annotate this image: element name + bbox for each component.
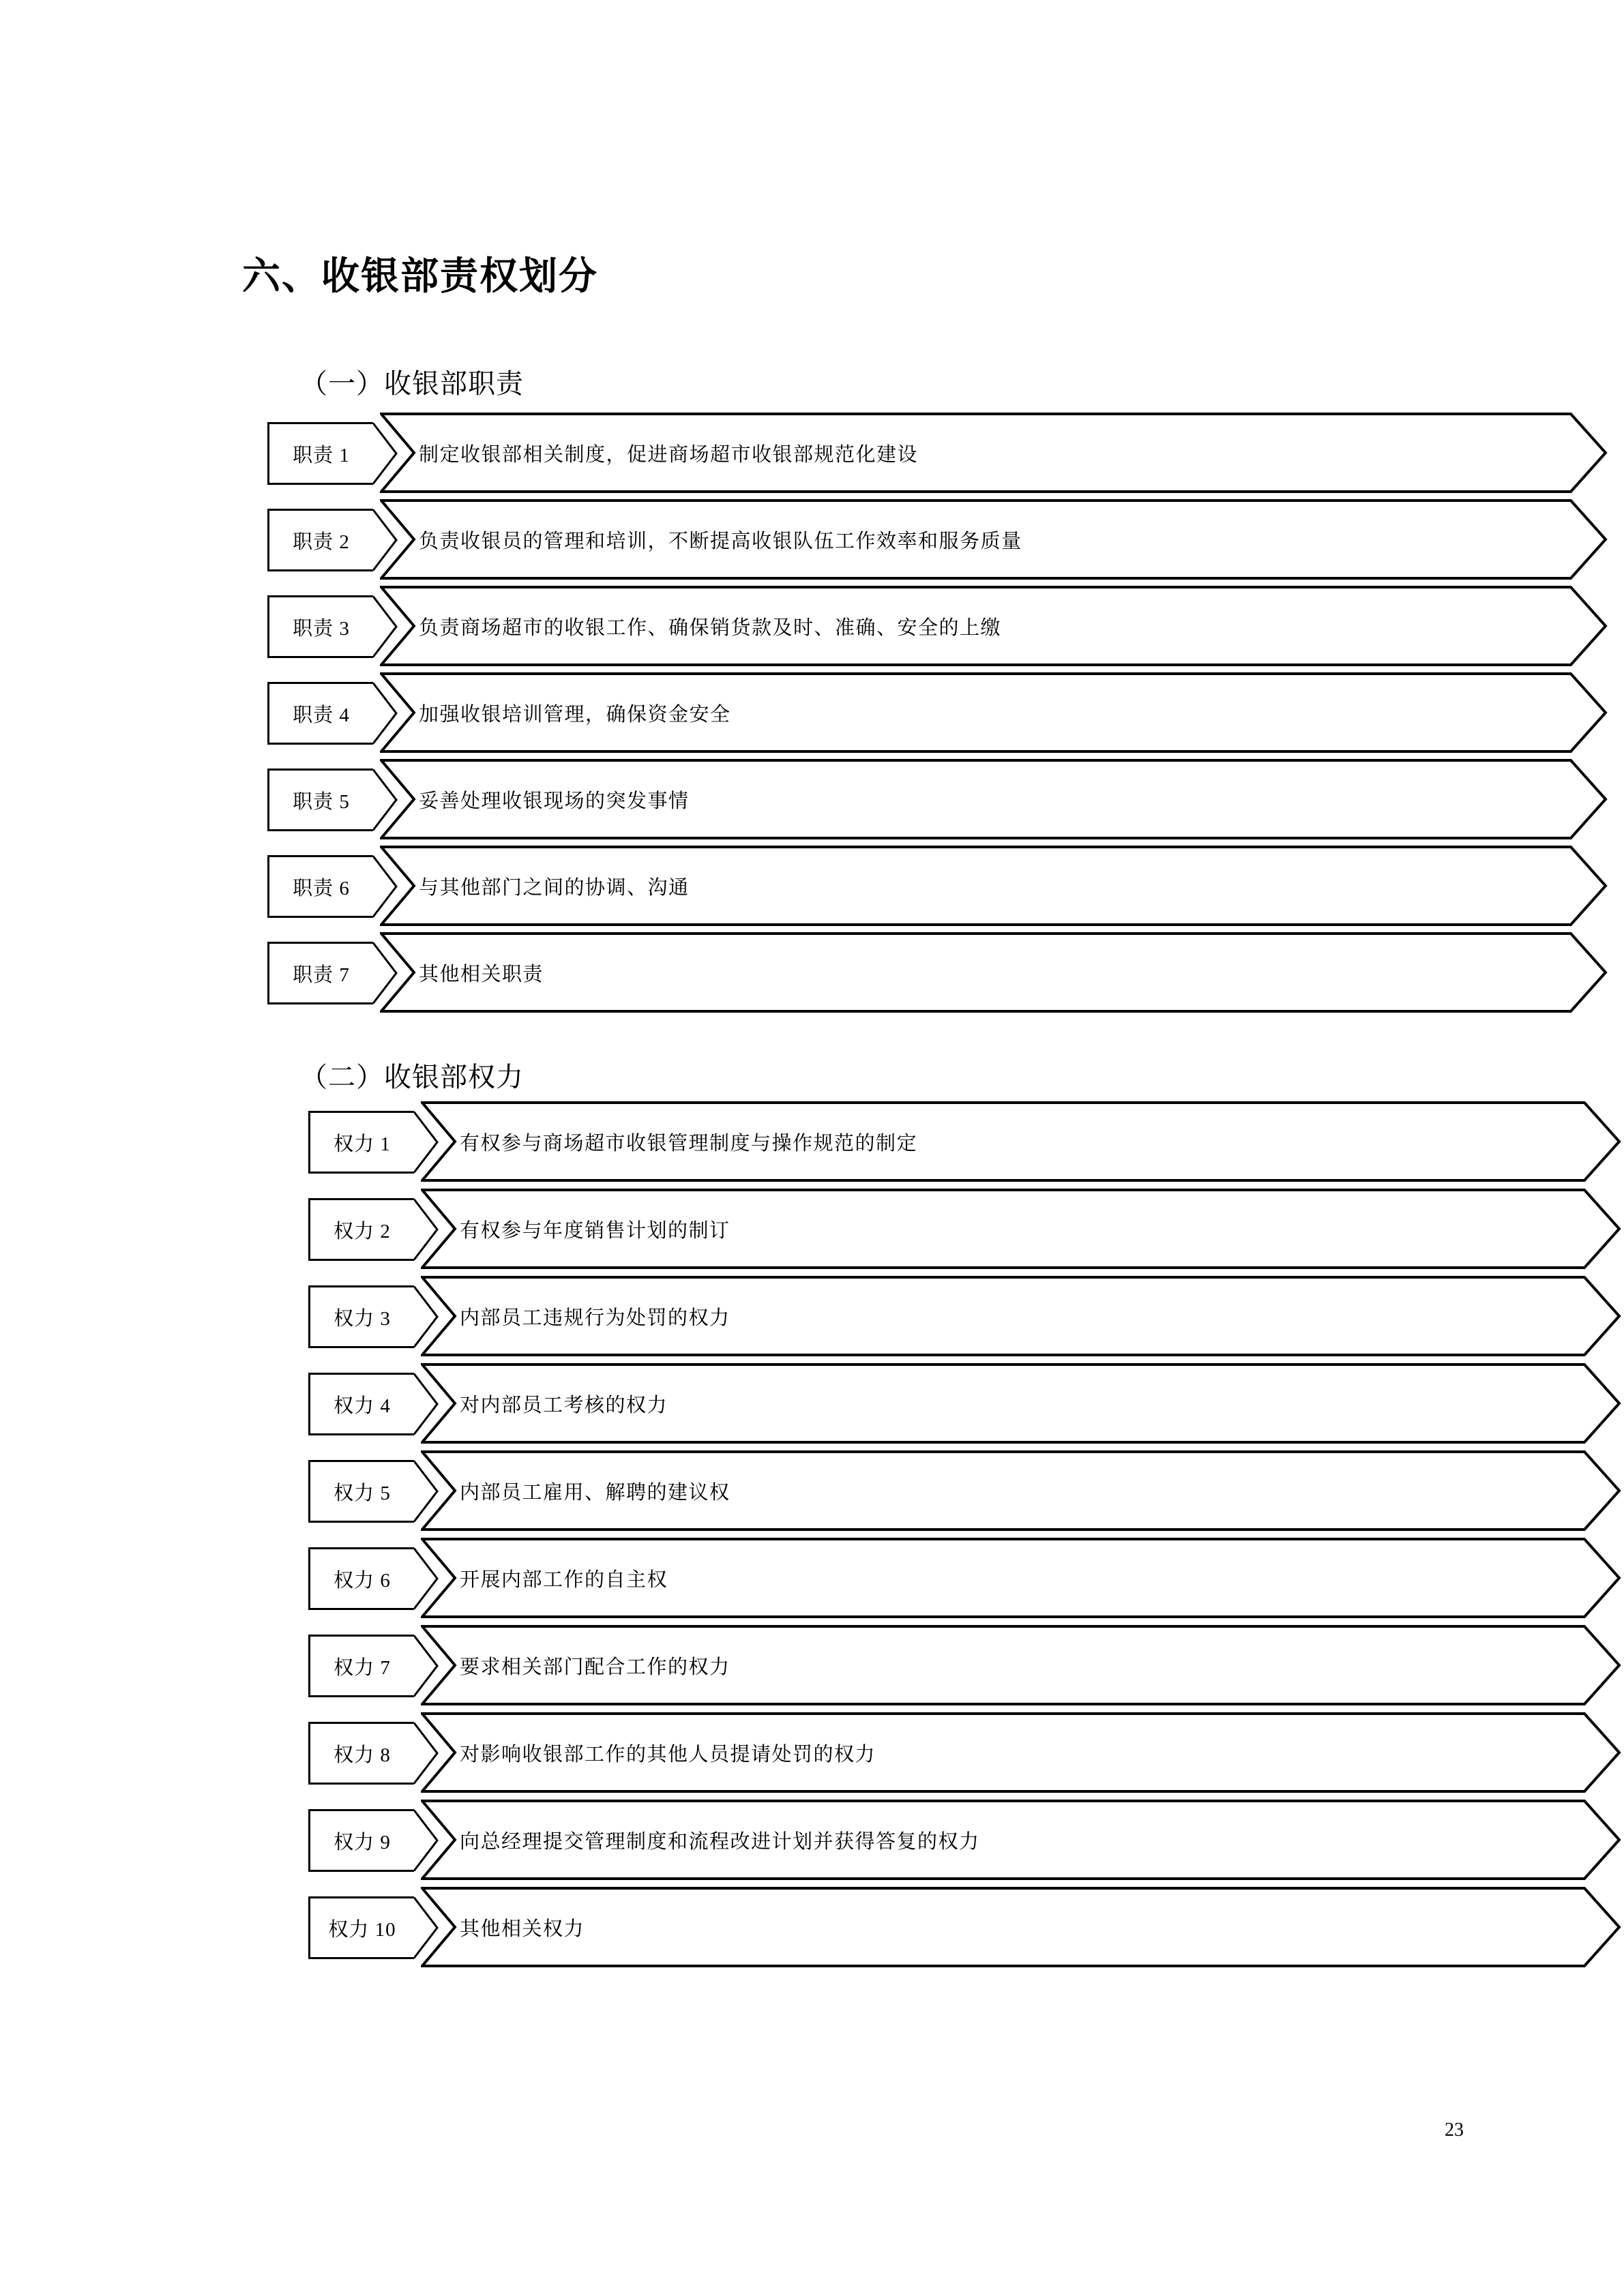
chevron-label-arrowhead-icon — [414, 1896, 439, 1959]
chevron-label-box — [308, 1635, 414, 1697]
chevron-item-text: 加强收银培训管理，确保资金安全 — [419, 703, 731, 726]
page-number: 23 — [1445, 2119, 1464, 2141]
chevron-label-text: 权力 1 — [334, 1133, 391, 1155]
chevron-label-arrowhead-icon — [414, 1198, 439, 1261]
chevron-item-text: 内部员工雇用、解聘的建议权 — [460, 1481, 730, 1504]
chevron-item-text: 有权参与商场超市收银管理制度与操作规范的制定 — [460, 1132, 918, 1154]
chevron-label-text: 权力 2 — [334, 1220, 391, 1242]
chevron-label-box — [308, 1809, 414, 1872]
chevron-item-text: 有权参与年度销售计划的制订 — [460, 1219, 730, 1242]
chevron-label-text: 权力 3 — [334, 1307, 391, 1330]
chevron-label-text: 职责 5 — [293, 790, 350, 813]
chevron-item-text: 其他相关职责 — [419, 963, 544, 985]
chevron-label-arrowhead-icon — [414, 1285, 439, 1348]
chevron-label-text: 职责 6 — [293, 877, 350, 899]
chevron-label-text: 职责 2 — [293, 531, 350, 553]
chevron-shape-icon — [380, 932, 1608, 1013]
chevron-shape-icon — [421, 1887, 1621, 1967]
chevron-item-text: 其他相关权力 — [460, 1918, 585, 1940]
chevron-label-arrowhead-icon — [414, 1547, 439, 1610]
chevron-label-arrowhead-icon — [414, 1111, 439, 1174]
chevron-label-box — [308, 1896, 414, 1959]
chevron-item-text: 负责收银员的管理和培训，不断提高收银队伍工作效率和服务质量 — [419, 530, 1022, 552]
chevron-label-box — [308, 1111, 414, 1174]
chevron-label-text: 权力 5 — [334, 1482, 391, 1504]
chevron-item-text: 要求相关部门配合工作的权力 — [460, 1656, 730, 1678]
chevron-label-arrowhead-icon — [414, 1373, 439, 1435]
chevron-label-box — [267, 595, 373, 658]
chevron-label-box — [308, 1373, 414, 1435]
chevron-label-arrowhead-icon — [373, 769, 398, 831]
chevron-label-box — [308, 1198, 414, 1261]
chevron-label-text: 权力 8 — [334, 1744, 391, 1766]
chevron-label-text: 职责 1 — [293, 444, 350, 466]
chevron-label-box — [308, 1285, 414, 1348]
chevron-item-text: 对内部员工考核的权力 — [460, 1394, 668, 1416]
chevron-item-text: 对影响收银部工作的其他人员提请处罚的权力 — [460, 1743, 876, 1765]
chevron-label-arrowhead-icon — [414, 1809, 439, 1872]
chevron-label-arrowhead-icon — [373, 682, 398, 745]
chevron-label-arrowhead-icon — [373, 595, 398, 658]
section-heading-powers: （二）收银部权力 — [300, 1062, 524, 1093]
chevron-item-text: 与其他部门之间的协调、沟通 — [419, 876, 690, 899]
chevron-item-text: 负责商场超市的收银工作、确保销货款及时、准确、安全的上缴 — [419, 616, 1002, 639]
chevron-label-text: 权力 9 — [334, 1831, 391, 1853]
page-title: 六、收银部责权划分 — [242, 255, 598, 298]
chevron-label-arrowhead-icon — [373, 855, 398, 918]
chevron-item-text: 内部员工违规行为处罚的权力 — [460, 1307, 730, 1329]
chevron-label-text: 职责 4 — [293, 704, 350, 726]
chevron-label-text: 权力 10 — [328, 1918, 396, 1941]
chevron-label-text: 权力 4 — [334, 1395, 391, 1417]
chevron-item-text: 制定收银部相关制度，促进商场超市收银部规范化建设 — [419, 443, 919, 466]
chevron-label-arrowhead-icon — [414, 1460, 439, 1523]
chevron-label-box — [267, 682, 373, 745]
section-heading-duties: （一）收银部职责 — [300, 368, 524, 400]
chevron-label-text: 职责 7 — [293, 964, 350, 986]
chevron-label-box — [267, 769, 373, 831]
chevron-label-arrowhead-icon — [414, 1635, 439, 1697]
chevron-label-arrowhead-icon — [414, 1722, 439, 1785]
chevron-label-box — [267, 855, 373, 918]
chevron-label-box — [267, 942, 373, 1004]
chevron-label-text: 权力 6 — [334, 1569, 391, 1592]
chevron-label-box — [267, 422, 373, 485]
chevron-label-arrowhead-icon — [373, 509, 398, 571]
chevron-item-text: 向总经理提交管理制度和流程改进计划并获得答复的权力 — [460, 1830, 980, 1853]
chevron-label-box — [308, 1547, 414, 1610]
chevron-label-box — [308, 1722, 414, 1785]
chevron-label-box — [308, 1460, 414, 1523]
chevron-label-text: 职责 3 — [293, 617, 350, 640]
chevron-item-text: 开展内部工作的自主权 — [460, 1568, 668, 1591]
chevron-label-text: 权力 7 — [334, 1656, 391, 1679]
chevron-label-arrowhead-icon — [373, 422, 398, 485]
chevron-label-arrowhead-icon — [373, 942, 398, 1004]
chevron-label-box — [267, 509, 373, 571]
chevron-item-text: 妥善处理收银现场的突发事情 — [419, 790, 690, 812]
